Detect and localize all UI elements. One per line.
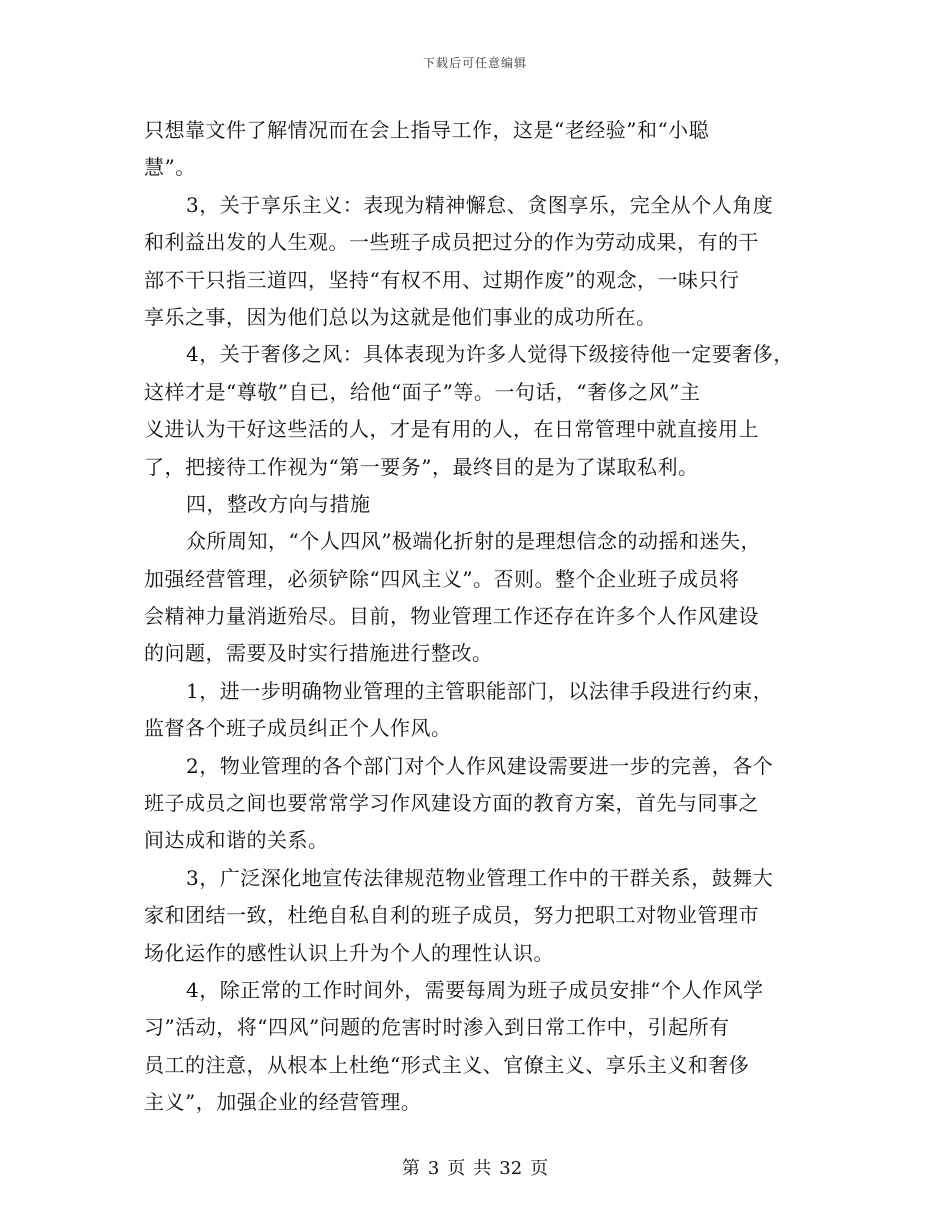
text-line: 享乐之事，因为他们总以为这就是他们事业的成功所在。	[144, 304, 657, 329]
text-line: 了，把接待工作视为“第一要务”，最终目的是为了谋取私利。	[144, 454, 699, 479]
footer-total-label: 共	[473, 1158, 492, 1179]
text-line: 和利益出发的人生观。一些班子成员把过分的作为劳动成果，有的干	[144, 230, 759, 255]
text-line: 义进认为干好这些活的人，才是有用的人，在日常管理中就直接用上	[144, 417, 759, 442]
text-line: 众所周知，“个人四风”极端化折射的是理想信念的动摇和迷失，	[186, 529, 761, 554]
text-line: 会精神力量消逝殆尽。目前，物业管理工作还存在许多个人作风建设	[144, 604, 759, 629]
text-line: 班子成员之间也要常常学习作风建设方面的教育方案，首先与同事之	[144, 791, 759, 816]
text-line: 慧”。	[144, 155, 196, 180]
section-heading: 四，整改方向与措施	[186, 491, 371, 516]
page-footer	[0, 1154, 950, 1180]
text-line: 场化运作的感性认识上升为个人的理性认识。	[144, 940, 554, 965]
text-line: 习”活动，将“四风”问题的危害时时渗入到日常工作中，引起所有	[144, 1015, 730, 1040]
text-line: 这样才是“尊敬”自已，给他“面子”等。一句话，“奢侈之风”主	[144, 379, 701, 404]
text-line: 加强经营管理，必须铲除“四风主义”。否则。整个企业班子成员将	[144, 566, 740, 591]
text-line: 家和团结一致，杜绝自私自利的班子成员，努力把职工对物业管理市	[144, 903, 759, 928]
page-header: 下载后可任意编辑	[422, 56, 527, 70]
body-text	[144, 112, 824, 1122]
text-line: 监督各个班子成员纠正个人作风。	[144, 716, 452, 741]
page-number: 3	[427, 1158, 440, 1179]
text-line: 只想靠文件了解情况而在会上指导工作，这是“老经验”和“小聪	[144, 118, 710, 142]
text-line: 间达成和谐的关系。	[144, 828, 329, 853]
total-pages: 32	[499, 1158, 523, 1179]
text-line: 4，除正常的工作时间外，需要每周为班子成员安排“个人作风学	[186, 977, 764, 1002]
text-line: 部不干只指三道四，坚持“有权不用、过期作废”的观念，一味只行	[144, 267, 740, 292]
text-line: 3，关于享乐主义：表现为精神懈怠、贪图享乐，完全从个人角度	[186, 192, 774, 217]
footer-prefix: 第	[401, 1158, 420, 1179]
text-line: 主义”，加强企业的经营管理。	[144, 1090, 422, 1115]
text-line: 的问题，需要及时实行措施进行整改。	[144, 641, 493, 666]
text-line: 1，进一步明确物业管理的主管职能部门，以法律手段进行约束，	[186, 678, 774, 703]
text-line: 2，物业管理的各个部门对个人作风建设需要进一步的完善，各个	[186, 753, 774, 778]
text-line: 4，关于奢侈之风：具体表现为许多人觉得下级接待他一定要奢侈，	[186, 342, 794, 367]
text-line: 员工的注意，从根本上杜绝“形式主义、官僚主义、享乐主义和奢侈	[144, 1052, 750, 1077]
text-line: 3，广泛深化地宣传法律规范物业管理工作中的干群关系，鼓舞大	[186, 865, 774, 890]
footer-page-label: 页	[447, 1158, 466, 1179]
footer-suffix: 页	[530, 1158, 549, 1179]
